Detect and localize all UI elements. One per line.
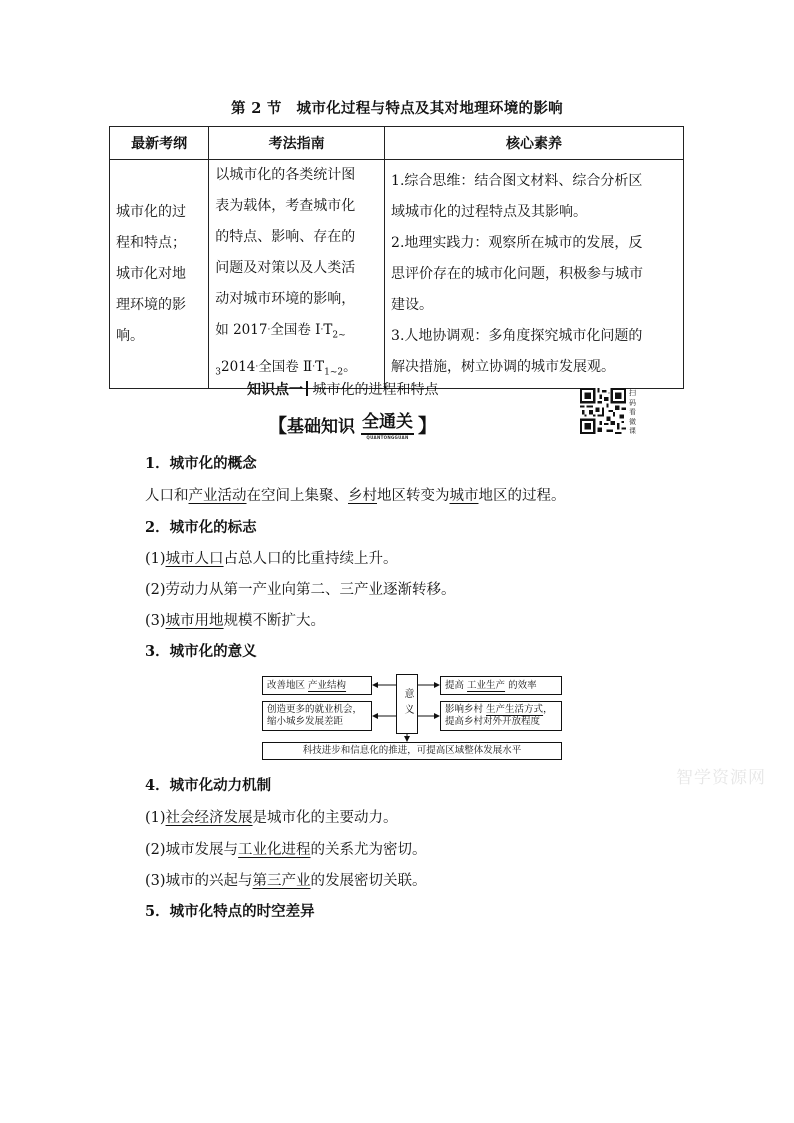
knowledge-point-heading	[247, 379, 439, 399]
knowledge-point-number: 知识点一	[247, 382, 303, 398]
table-header-row	[110, 127, 684, 160]
qr-code-icon[interactable]	[580, 388, 626, 434]
cell-line: 响。	[116, 327, 144, 344]
cell-line: 3.人地协调观：多角度探究城市化问题的	[391, 327, 643, 344]
cell-line: 的特点、影响、存在的	[215, 229, 356, 245]
cell-line-exam-ref: 如 2017·全国卷 $Ⅰ\cdot T_{2\sim}$ $_3$2014·全国卷 $Ⅱ\cdot T_{1\sim 2}$。	[215, 322, 357, 378]
answer-blank: 第三产业	[252, 873, 311, 889]
list-item: (1)社会经济发展是城市化的主要动力。	[145, 810, 398, 826]
answer-blank: 社会经济发展	[165, 810, 253, 826]
cell-line: 城市化的过	[116, 203, 186, 220]
watermark: 智学资源网	[676, 768, 766, 788]
list-item: (2)劳动力从第一产业向第二、三产业逐渐转移。	[145, 582, 456, 598]
page-title: 第 2 节 城市化过程与特点及其对地理环境的影响	[231, 100, 563, 117]
cell-line: 问题及对策以及人类活	[215, 260, 356, 276]
diagram-center-box: 意义	[396, 674, 418, 734]
cell-line: 程和特点；	[116, 234, 186, 251]
list-item: (3)城市的兴起与第三产业的发展密切关联。	[145, 873, 427, 889]
cell-line: 2.地理实践力：观察所在城市的发展，反	[391, 234, 643, 251]
answer-blank: 乡村	[348, 488, 377, 504]
paragraph-concept: 人口和产业活动在空间上集聚、乡村地区转变为城市地区的过程。	[145, 488, 566, 504]
section-heading-5: 5．城市化特点的时空差异	[145, 903, 315, 920]
list-item: (3)城市用地规模不断扩大。	[145, 613, 326, 629]
qr-caption: 扫码看微课	[629, 389, 636, 435]
divider	[306, 381, 308, 396]
table-header: 考法指南	[209, 127, 385, 160]
diagram-box-technology: 科技进步和信息化的推进，可提高区域整体发展水平	[262, 742, 562, 760]
answer-blank: 城市用地	[165, 613, 224, 629]
exam-outline-table	[109, 126, 684, 389]
list-item: (2)城市发展与工业化进程的关系尤为密切。	[145, 842, 427, 858]
cell-line: 理环境的影	[116, 296, 186, 313]
diagram-box-industry-structure: 改善地区 产业结构	[262, 676, 372, 695]
significance-diagram	[262, 674, 562, 762]
cell-line: 解决措施，树立协调的城市发展观。	[391, 358, 616, 375]
banner-boxed-text: 全通关 QUANTONGGUAN	[362, 411, 414, 440]
section-banner	[268, 409, 437, 439]
section-heading-1: 1．城市化的概念	[145, 455, 257, 472]
cell-line: 动对城市环境的影响，	[215, 291, 356, 307]
cell-line: 建设。	[391, 296, 434, 313]
answer-blank: 城市人口	[165, 551, 224, 567]
cell-line: 思评价存在的城市化问题，积极参与城市	[391, 265, 644, 282]
table-cell-literacy	[385, 160, 684, 389]
diagram-box-efficiency: 提高 工业生产 的效率	[440, 676, 562, 695]
table-row	[110, 160, 684, 389]
section-heading-3: 3．城市化的意义	[145, 643, 257, 660]
cell-line: 域城市化的过程特点及其影响。	[391, 203, 588, 220]
table-header: 核心素养	[385, 127, 684, 160]
banner-pinyin: QUANTONGGUAN	[366, 434, 409, 440]
knowledge-point-title: 城市化的进程和特点	[312, 382, 439, 398]
answer-blank: 工业化进程	[238, 842, 311, 858]
answer-blank: 产业活动	[188, 488, 247, 504]
diagram-box-employment: 创造更多的就业机会， 缩小城乡发展差距	[262, 701, 372, 731]
diagram-box-rural: 影响乡村 生产生活方式， 提高乡村对外开放程度	[440, 701, 562, 731]
cell-line: 城市化对地	[116, 265, 186, 282]
cell-line: 以城市化的各类统计图	[215, 167, 356, 183]
table-cell-syllabus	[110, 160, 209, 389]
table-header: 最新考纲	[110, 127, 209, 160]
list-item: (1)城市人口占总人口的比重持续上升。	[145, 551, 398, 567]
bracket-right: 】	[418, 414, 438, 437]
cell-line: 1.综合思维：结合图文材料、综合分析区	[391, 172, 643, 189]
answer-blank: 城市	[449, 488, 479, 504]
table-cell-guide	[209, 160, 385, 389]
bracket-left: 【	[268, 414, 288, 437]
banner-text: 基础知识	[287, 416, 356, 437]
section-heading-2: 2．城市化的标志	[145, 519, 257, 536]
section-heading-4: 4．城市化动力机制	[145, 777, 272, 794]
cell-line: 表为载体，考查城市化	[215, 198, 356, 214]
